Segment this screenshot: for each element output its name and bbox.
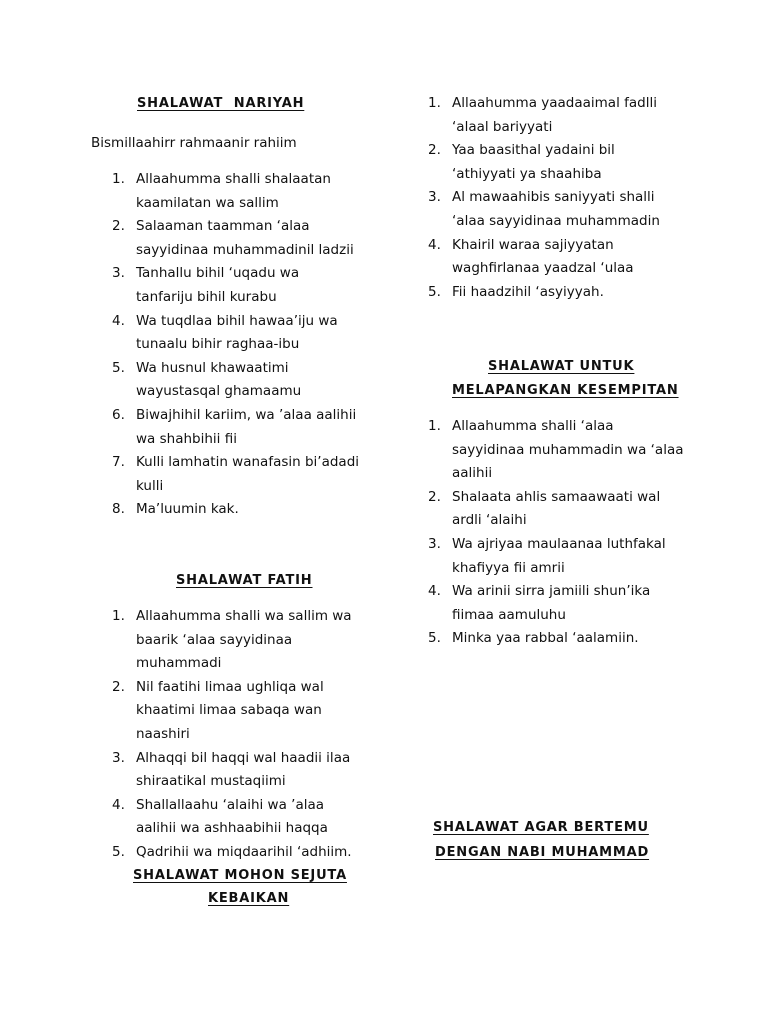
section-title-bertemu-line2: DENGAN NABI MUHAMMAD (435, 845, 650, 860)
list-item: 1. Allaahumma yaadaaimal fadlli ‘alaal bariyyati (428, 95, 657, 135)
section-title-kesempitan-line1: SHALAWAT UNTUK (488, 359, 635, 374)
list-item: 3. Alhaqqi bil haqqi wal haadii ilaa shiraatikal mustaqiimi (112, 749, 351, 790)
list-item: 3. Wa ajriyaa maulaanaa luthfakal khafiyya fii amrii (428, 535, 666, 576)
section-title-kesempitan-line2: MELAPANGKAN KESEMPITAN (452, 383, 679, 398)
list-item: 4. Khairil waraa sajiyyatan waghfirlanaa yaadzal ‘ulaa (428, 236, 634, 277)
list-item: 7. Kulli lamhatin wanafasin bi’adadi kulli (112, 454, 360, 494)
nariyah-list (112, 168, 359, 522)
fatih-list (112, 605, 352, 865)
list-item: 5. Fii haadzihil ‘asyiyyah. (428, 283, 604, 300)
list-item: 1. Allaahumma shalli shalaatan kaamilatan wa sallim (112, 171, 331, 211)
section-title-nariyah: SHALAWAT NARIYAH (137, 96, 305, 111)
list-item: 2. Nil faatihi limaa ughliqa wal khaatimi limaa sabaqa wan naashiri (112, 678, 324, 742)
section-title-bertemu-line1: SHALAWAT AGAR BERTEMU (433, 820, 649, 835)
continued-list (428, 92, 660, 304)
list-item: 8. Ma’luumin kak. (112, 501, 239, 518)
list-item: 4. Shallallaahu ‘alaihi wa ’alaa aalihii wa ashhaabihii haqqa (112, 796, 328, 837)
list-item: 2. Shalaata ahlis samaawaati wal ardli ‘alaihi (428, 488, 661, 529)
list-item: 6. Biwajhihil kariim, wa ’alaa aalihii wa shahbihii fii (112, 406, 357, 447)
list-item: 5. Qadrihii wa miqdaarihil ‘adhiim. (112, 843, 352, 860)
list-item: 1. Allaahumma shalli wa sallim wa baarik ‘alaa sayyidinaa muhammadi (112, 608, 352, 672)
list-item: 2. Salaaman taamman ‘alaa sayyidinaa muhammadinil ladzii (112, 218, 354, 258)
list-item: 3. Tanhallu bihil ‘uqadu wa tanfariju bihil kurabu (112, 265, 300, 305)
intro-line: Bismillaahirr rahmaanir rahiim (91, 135, 297, 151)
list-item: 1. Allaahumma shalli ‘alaa sayyidinaa muhammadin wa ‘alaa aalihii (428, 418, 684, 482)
list-item: 2. Yaa baasithal yadaini bil ‘athiyyati ya shaahiba (428, 142, 615, 182)
list-item: 5. Minka yaa rabbal ‘aalamiin. (428, 630, 639, 647)
section-title-fatih: SHALAWAT FATIH (176, 573, 313, 588)
section-title-sejuta-line1: SHALAWAT MOHON SEJUTA (133, 868, 347, 883)
section-title-sejuta-line2: KEBAIKAN (208, 891, 290, 906)
list-item: 3. Al mawaahibis saniyyati shalli ‘alaa sayyidinaa muhammadin (428, 189, 660, 229)
kesempitan-list (428, 415, 684, 651)
list-item: 4. Wa tuqdlaa bihil hawaa’iju wa tunaalu bihir raghaa-ibu (112, 312, 338, 353)
list-item: 5. Wa husnul khawaatimi wayustasqal ghamaamu (112, 359, 302, 400)
list-item: 4. Wa arinii sirra jamiili shun’ika fiimaa aamuluhu (428, 583, 651, 623)
